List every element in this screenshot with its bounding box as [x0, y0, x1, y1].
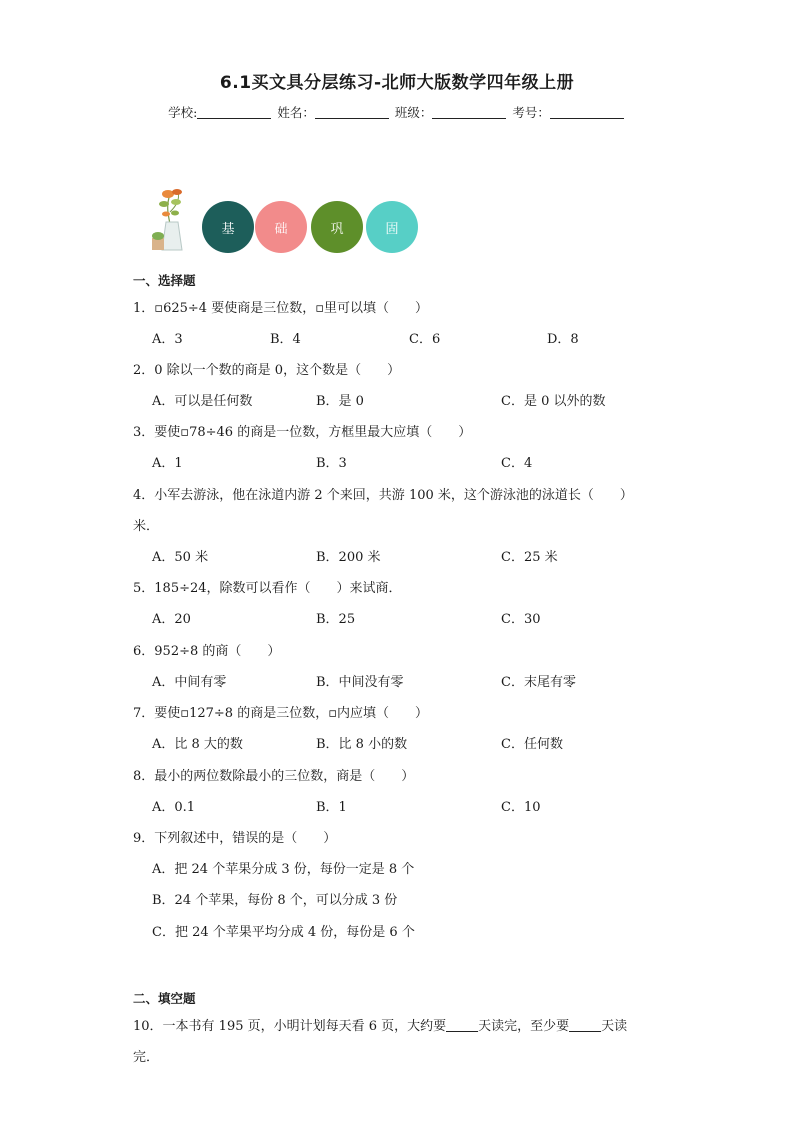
- question-5-options: [152, 608, 672, 626]
- school-blank[interactable]: [197, 106, 271, 119]
- option-d[interactable]: D．8: [547, 332, 579, 347]
- option-c[interactable]: C．是 0 以外的数: [501, 394, 606, 409]
- potted-plant-icon: [148, 186, 194, 254]
- question-6: 6．952÷8 的商（ ）: [133, 644, 281, 659]
- school-label: 学校:: [168, 105, 198, 120]
- page-title: 6.1买文具分层练习-北师大版数学四年级上册: [219, 73, 575, 93]
- option-c[interactable]: C．10: [501, 800, 541, 815]
- banner-circle-3: 巩: [311, 201, 363, 253]
- question-3-options: [152, 452, 672, 470]
- question-7-options: [152, 733, 672, 751]
- student-info-line: [0, 103, 794, 121]
- question-10-part-1: 10．一本书有 195 页，小明计划每天看 6 页，大约要: [133, 1019, 447, 1034]
- question-10-part-2: 天读完，至少要: [478, 1019, 570, 1034]
- number-label: 考号：: [512, 105, 550, 120]
- option-c[interactable]: C．6: [409, 332, 441, 347]
- question-4-continued: 米．: [133, 519, 160, 534]
- option-c[interactable]: C．25 米: [501, 550, 558, 565]
- section-heading-fill: 二、填空题: [133, 991, 196, 1006]
- answer-blank-2[interactable]: [569, 1019, 601, 1032]
- question-4-options: [152, 546, 672, 564]
- option-b[interactable]: B．25: [316, 612, 356, 627]
- question-9-option-a[interactable]: A．把 24 个苹果分成 3 份，每份一定是 8 个: [152, 862, 415, 877]
- question-8-options: [152, 796, 672, 814]
- question-1-options: [152, 328, 672, 346]
- option-b[interactable]: B．3: [316, 456, 347, 471]
- question-6-options: [152, 671, 672, 689]
- banner-circle-2: 础: [255, 201, 307, 253]
- question-10-continued: 完．: [133, 1050, 160, 1065]
- option-a[interactable]: A．可以是任何数: [152, 394, 253, 409]
- option-a[interactable]: A．0.1: [152, 800, 196, 815]
- answer-blank-1[interactable]: [446, 1019, 478, 1032]
- name-label: 姓名：: [277, 105, 315, 120]
- section-heading-choice: 一、选择题: [133, 273, 196, 288]
- question-2: 2．0 除以一个数的商是 0，这个数是（ ）: [133, 363, 401, 378]
- number-blank[interactable]: [550, 106, 624, 119]
- question-10-part-3: 天读: [601, 1019, 628, 1034]
- option-b[interactable]: B．中间没有零: [316, 675, 404, 690]
- option-b[interactable]: B．200 米: [316, 550, 381, 565]
- question-9-option-b[interactable]: B．24 个苹果，每份 8 个，可以分成 3 份: [152, 893, 398, 908]
- option-a[interactable]: A．3: [152, 332, 183, 347]
- question-9: 9．下列叙述中，错误的是（ ）: [133, 831, 337, 846]
- banner-circle-1: 基: [202, 201, 254, 253]
- option-c[interactable]: C．任何数: [501, 737, 563, 752]
- option-b[interactable]: B．4: [270, 332, 301, 347]
- option-b[interactable]: B．1: [316, 800, 347, 815]
- question-9-option-c[interactable]: C．把 24 个苹果平均分成 4 份，每份是 6 个: [152, 925, 415, 940]
- question-8: 8．最小的两位数除最小的三位数，商是（ ）: [133, 769, 415, 784]
- option-a[interactable]: A．中间有零: [152, 675, 227, 690]
- name-blank[interactable]: [315, 106, 389, 119]
- option-a[interactable]: A．比 8 大的数: [152, 737, 243, 752]
- question-3: 3．要使▫78÷46 的商是一位数，方框里最大应填（ ）: [133, 425, 472, 440]
- option-b[interactable]: B．是 0: [316, 394, 364, 409]
- option-c[interactable]: C．30: [501, 612, 541, 627]
- question-4: 4．小军去游泳，他在泳道内游 2 个来回，共游 100 米，这个游泳池的泳道长（ ）: [133, 488, 633, 503]
- question-5: 5．185÷24，除数可以看作（ ）来试商．: [133, 581, 402, 596]
- class-blank[interactable]: [432, 106, 506, 119]
- class-label: 班级：: [394, 105, 433, 120]
- question-10: [133, 1015, 627, 1034]
- option-a[interactable]: A．1: [152, 456, 183, 471]
- question-2-options: [152, 390, 672, 408]
- option-b[interactable]: B．比 8 小的数: [316, 737, 408, 752]
- option-c[interactable]: C．末尾有零: [501, 675, 576, 690]
- option-c[interactable]: C．4: [501, 456, 533, 471]
- banner-circle-4: 固: [366, 201, 418, 253]
- question-1: 1．▫625÷4 要使商是三位数，▫里可以填（ ）: [133, 301, 429, 316]
- question-7: 7．要使▫127÷8 的商是三位数，▫内应填（ ）: [133, 706, 429, 721]
- option-a[interactable]: A．20: [152, 612, 191, 627]
- option-a[interactable]: A．50 米: [152, 550, 209, 565]
